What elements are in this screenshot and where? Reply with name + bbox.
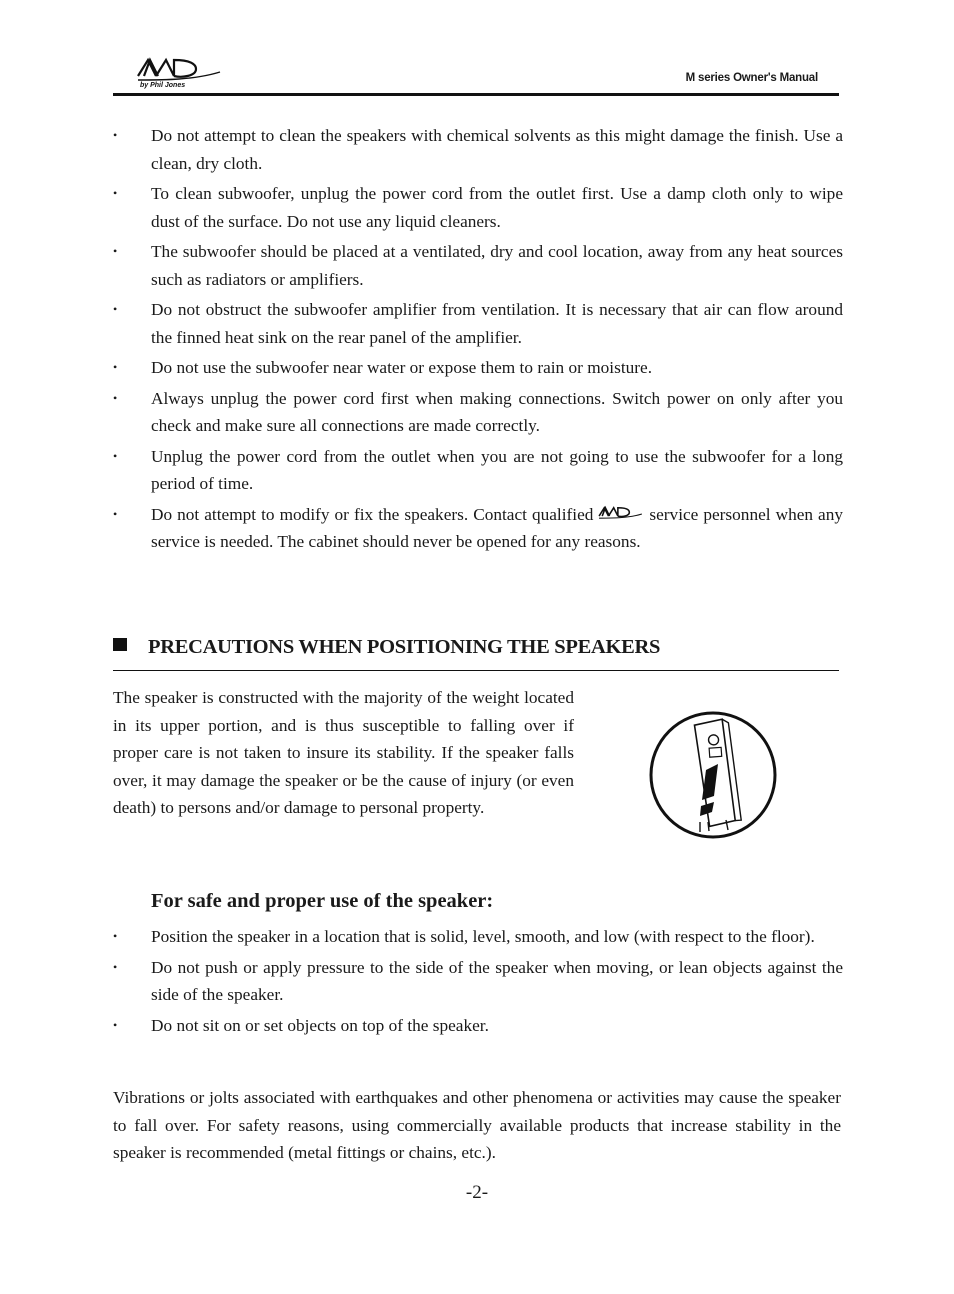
section-rule [113, 670, 839, 671]
bullet-symbol: • [113, 128, 118, 142]
bullet-symbol: • [113, 506, 118, 521]
bullet-symbol: • [113, 186, 118, 200]
earthquake-paragraph: Vibrations or jolts associated with earthquakes and other phenomena or activities may cause the speaker to fall over. For safety reasons, using commercially available products that increase stability in the speaker is recommended (metal fittings or chains, etc.). [113, 1088, 841, 1163]
list-item: • Do not sit on or set objects on top of the speaker. [113, 1012, 843, 1040]
list-item-service: • Do not attempt to modify or fix the speakers. Contact qualified service personnel when any service is needed. The cabinet should never be opened for any reasons. [113, 501, 843, 556]
bullet-symbol: • [113, 390, 118, 405]
bullet-symbol: • [113, 959, 118, 974]
square-bullet-icon [113, 638, 127, 651]
list-item: • Do not attempt to clean the speakers with chemical solvents as this might damage the finish. Use a clean, dry cloth. [113, 122, 843, 177]
aad-logo [134, 54, 226, 90]
bullet-symbol: • [113, 1017, 118, 1032]
list-item: • Position the speaker in a location that is solid, level, smooth, and low (with respect to the floor). [113, 923, 843, 951]
bullet-symbol: • [113, 244, 118, 258]
bullet-symbol: • [113, 448, 118, 463]
bullet-symbol: • [113, 360, 118, 374]
speaker-tip-warning-icon [648, 710, 778, 840]
list-item: • The subwoofer should be placed at a ventilated, dry and cool location, away from any heat sources such as radiators or amplifiers. [113, 238, 843, 293]
list-item: • To clean subwoofer, unplug the power cord from the outlet first. Use a damp cloth only to wipe dust of the surface. Do not use any liquid cleaners. [113, 180, 843, 235]
section-heading: PRECAUTIONS WHEN POSITIONING THE SPEAKERS [113, 636, 839, 659]
safe-use-heading: For safe and proper use of the speaker: [151, 890, 494, 912]
list-item: • Unplug the power cord from the outlet when you are not going to use the subwoofer for a long period of time. [113, 443, 843, 498]
care-list [113, 122, 843, 559]
manual-title: M series Owner's Manual [685, 72, 818, 84]
page-number: -2- [465, 1182, 489, 1203]
list-item: • Always unplug the power cord first when making connections. Switch power on only after you check and make sure all connections are made correctly. [113, 385, 843, 440]
aad-logo-inline [597, 504, 645, 524]
bullet-symbol: • [113, 302, 118, 316]
svg-text:by Phil Jones: by Phil Jones [140, 82, 186, 89]
header-rule [113, 93, 839, 96]
safe-use-list [113, 923, 843, 1042]
list-item: • Do not obstruct the subwoofer amplifier from ventilation. It is necessary that air can flow around the finned heat sink on the rear panel of the amplifier. [113, 296, 843, 351]
list-item: • Do not push or apply pressure to the side of the speaker when moving, or lean objects against the side of the speaker. [113, 954, 843, 1009]
bullet-symbol: • [113, 929, 118, 943]
stability-paragraph: The speaker is constructed with the majority of the weight located in its upper portion, and is thus susceptible to falling over if proper care is not taken to insure its stability. If the speaker falls over, it may damage the speaker or be the cause of injury (or even death) to persons and/or damage to personal property. [113, 688, 574, 818]
list-item: • Do not use the subwoofer near water or expose them to rain or moisture. [113, 354, 843, 382]
